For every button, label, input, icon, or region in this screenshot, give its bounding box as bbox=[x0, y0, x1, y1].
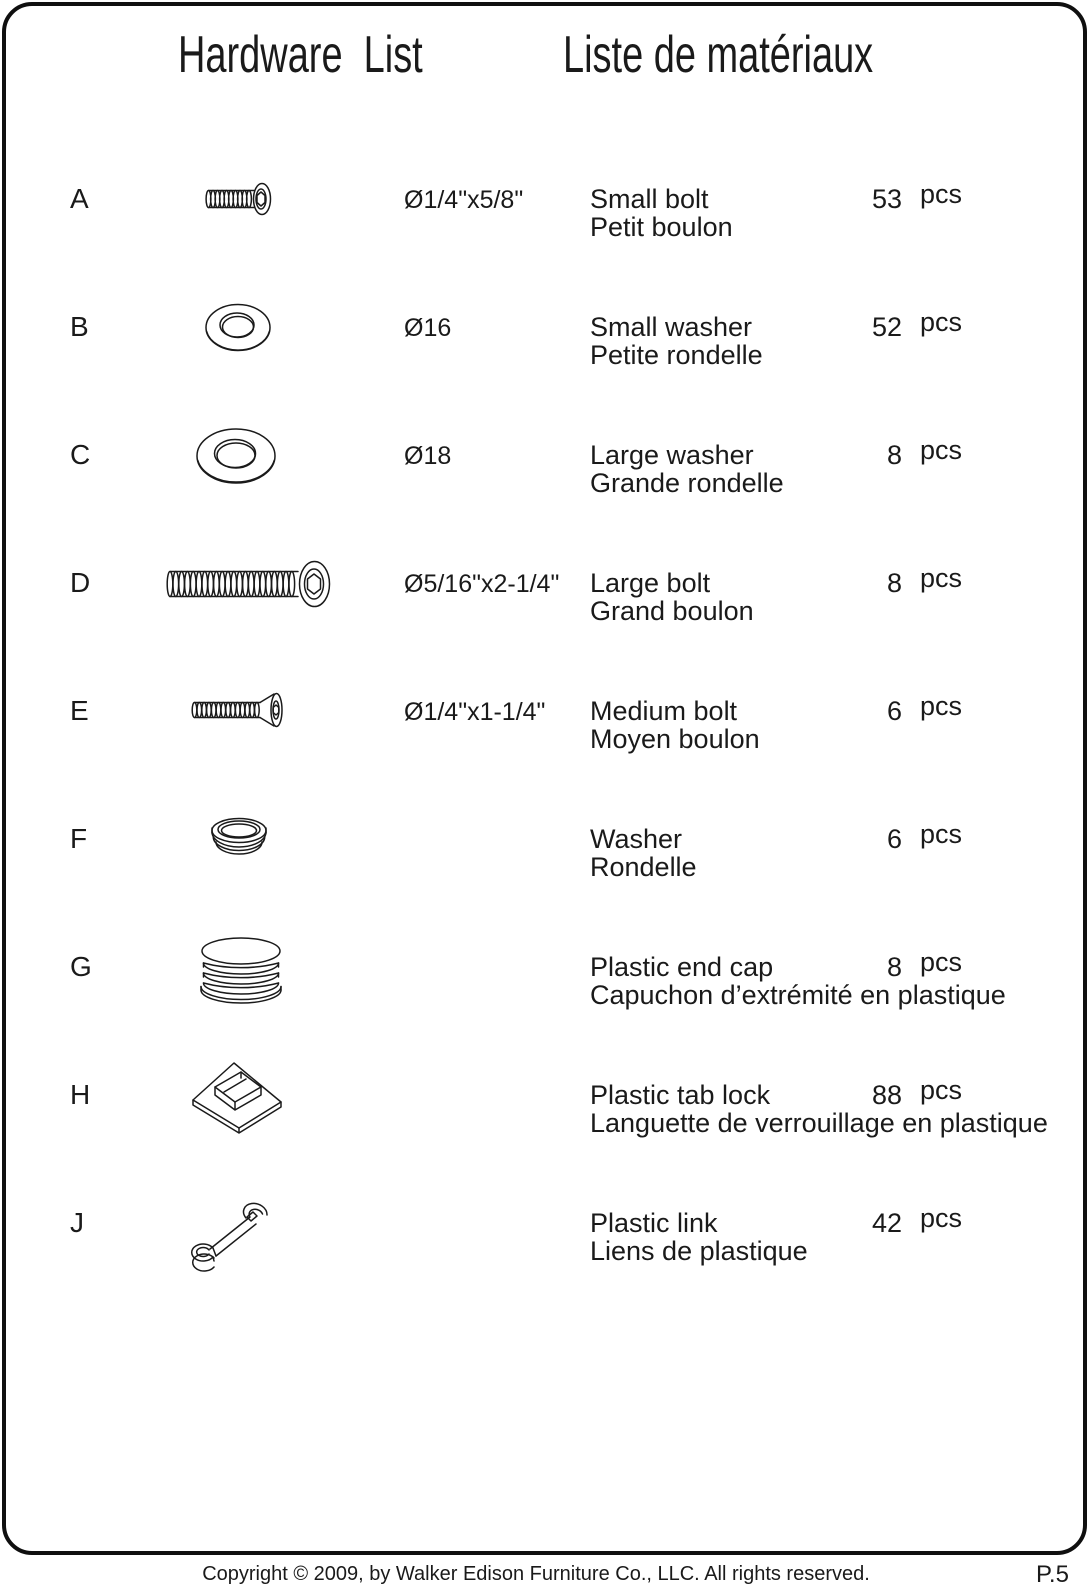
table-row bbox=[0, 819, 1090, 917]
item-name-fr: Petit boulon bbox=[590, 212, 733, 242]
item-letter: D bbox=[70, 567, 91, 598]
item-qty: 53 bbox=[871, 184, 902, 214]
item-name-fr: Capuchon d’extrémité en plastique bbox=[590, 980, 1006, 1010]
table-row bbox=[0, 179, 1090, 277]
item-letter: G bbox=[70, 951, 92, 982]
item-unit: pcs bbox=[920, 1203, 963, 1233]
small-bolt-icon bbox=[203, 181, 273, 217]
plastic-link-icon bbox=[183, 1188, 275, 1274]
item-size: Ø1/4"x1-1/4" bbox=[404, 698, 546, 726]
item-size: Ø18 bbox=[404, 442, 452, 470]
item-letter: H bbox=[70, 1079, 91, 1110]
item-name-fr: Moyen boulon bbox=[590, 724, 760, 754]
medium-bolt-icon bbox=[190, 690, 298, 730]
item-name-fr: Rondelle bbox=[590, 852, 697, 882]
item-name-en: Small washer bbox=[590, 312, 753, 342]
large-bolt-icon bbox=[164, 560, 332, 608]
item-unit: pcs bbox=[920, 435, 963, 465]
item-name-fr: Grand boulon bbox=[590, 596, 754, 626]
item-unit: pcs bbox=[920, 691, 963, 721]
small-washer-icon bbox=[203, 302, 273, 360]
item-letter: A bbox=[70, 183, 89, 214]
item-name-en: Medium bolt bbox=[590, 696, 738, 726]
item-qty: 6 bbox=[886, 696, 902, 726]
item-qty: 88 bbox=[871, 1080, 902, 1110]
large-washer-icon bbox=[194, 427, 278, 493]
item-name-en: Plastic link bbox=[590, 1208, 718, 1238]
washer-icon bbox=[209, 816, 269, 864]
item-qty: 8 bbox=[886, 440, 902, 470]
item-letter: F bbox=[70, 823, 88, 854]
page-title-french: Liste de matériaux bbox=[563, 26, 874, 84]
item-name-fr: Grande rondelle bbox=[590, 468, 784, 498]
item-letter: J bbox=[70, 1207, 84, 1238]
item-qty: 6 bbox=[886, 824, 902, 854]
item-qty: 8 bbox=[886, 952, 902, 982]
item-qty: 42 bbox=[871, 1208, 902, 1238]
item-letter: E bbox=[70, 695, 89, 726]
item-name-en: Large bolt bbox=[590, 568, 711, 598]
item-unit: pcs bbox=[920, 307, 963, 337]
item-size: Ø16 bbox=[404, 314, 452, 342]
item-name-fr: Languette de verrouillage en plastique bbox=[590, 1108, 1048, 1138]
table-row bbox=[0, 947, 1090, 1045]
table-row bbox=[0, 563, 1090, 661]
item-unit: pcs bbox=[920, 947, 963, 977]
table-row bbox=[0, 1075, 1090, 1173]
page-title-english: Hardware List bbox=[178, 26, 423, 84]
item-name-fr: Liens de plastique bbox=[590, 1236, 808, 1266]
item-unit: pcs bbox=[920, 179, 963, 209]
table-row bbox=[0, 1203, 1090, 1301]
item-unit: pcs bbox=[920, 563, 963, 593]
item-size: Ø5/16"x2-1/4" bbox=[404, 570, 560, 598]
item-name-en: Plastic tab lock bbox=[590, 1080, 771, 1110]
item-unit: pcs bbox=[920, 819, 963, 849]
item-name-en: Small bolt bbox=[590, 184, 709, 214]
page-number: P.5 bbox=[1036, 1561, 1069, 1588]
plastic-tab-lock-icon bbox=[188, 1056, 286, 1136]
item-qty: 52 bbox=[871, 312, 902, 342]
item-name-en: Plastic end cap bbox=[590, 952, 774, 982]
item-name-en: Washer bbox=[590, 824, 683, 854]
item-name-en: Large washer bbox=[590, 440, 754, 470]
item-letter: C bbox=[70, 439, 91, 470]
item-unit: pcs bbox=[920, 1075, 963, 1105]
table-row bbox=[0, 307, 1090, 405]
item-qty: 8 bbox=[886, 568, 902, 598]
item-letter: B bbox=[70, 311, 89, 342]
copyright-notice: Copyright © 2009, by Walker Edison Furniture Co., LLC. All rights reserved. bbox=[202, 1563, 870, 1585]
table-row bbox=[0, 435, 1090, 533]
plastic-end-cap-icon bbox=[199, 936, 283, 1006]
table-row bbox=[0, 691, 1090, 789]
item-name-fr: Petite rondelle bbox=[590, 340, 763, 370]
item-size: Ø1/4"x5/8" bbox=[404, 186, 524, 214]
